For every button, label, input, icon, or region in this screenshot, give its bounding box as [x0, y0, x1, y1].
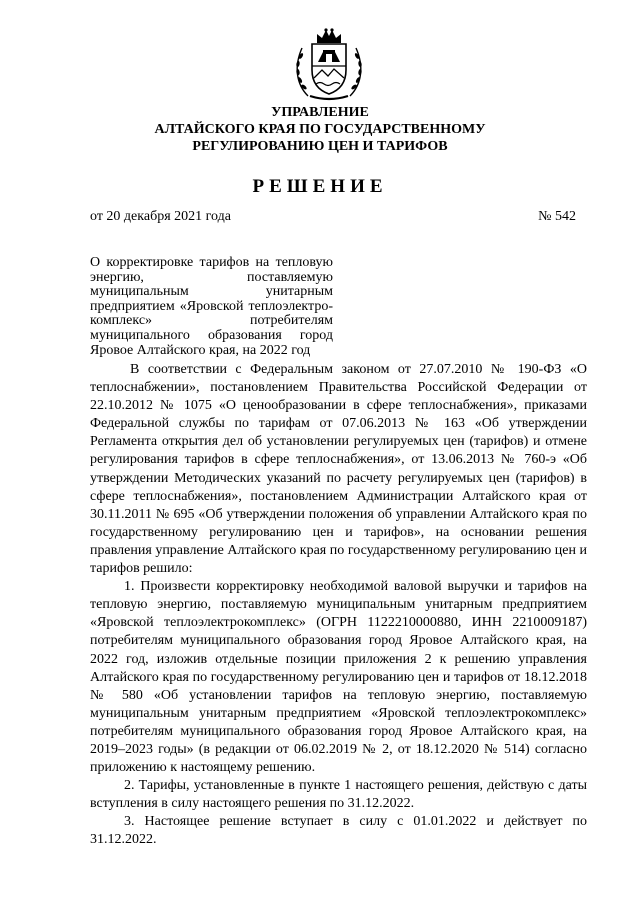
document-title: РЕШЕНИЕ: [252, 176, 388, 197]
org-name-line-3: РЕГУЛИРОВАНИЮ ЦЕН И ТАРИФОВ: [192, 139, 448, 154]
preamble-paragraph: В соответствии с Федеральным законом от 27.07.2010 № 190-ФЗ «О теплоснабжении», постановлением Правительства Российской Федерации от 22.10.2012 № 1075 «О ценообразовании в сфере теплоснабжения», приказами Федеральной службы по тарифам от 07.06.2013 № 163 «Об утверждении Регламента открытия дел об установлении регулируемых цен (тарифов) и отмене регулирования тарифов в сфере теплоснабжения», от 13.06.2013 № 760-э «Об утверждении Методических указаний по расчету регулируемых цен (тарифов) в сфере теплоснабжения», постановлением Администрации Алтайского края от 30.11.2011 № 695 «Об утверждении положения об управлении Алтайского края по государственному регулированию цен и тарифов», на основании решения правления управление Алтайского края по государственному регулированию цен и тарифов решило:: [90, 362, 587, 577]
clause-2-paragraph: 2. Тарифы, установленные в пункте 1 настоящего решения, действую с даты вступления в силу настоящего решения по 31.12.2022.: [90, 778, 587, 812]
document-number: № 542: [538, 209, 576, 224]
coat-of-arms-icon: [292, 26, 366, 102]
clause-1-paragraph: 1. Произвести корректировку необходимой валовой выручки и тарифов на тепловую энергию, поставляемую муниципальным унитарным предприятием «Яровской теплоэлектрокомплекс» (ОГРН 1122210000880, ИНН 2210009187) потребителям муниципального образования город Яровое Алтайского края, на 2022 год, изложив отдельные позиции приложения 2 к решению управления Алтайского края по государственному регулированию цен и тарифов от 18.12.2018 № 580 «Об установлении тарифов на тепловую энергию, поставляемую муниципальным унитарным предприятием «Яровской теплоэлектрокомплекс» потребителям муниципального образования город Яровое Алтайского края, на 2019–2023 годы» (в редакции от 06.02.2019 № 2, от 18.12.2020 № 514) согласно приложению к настоящему решению.: [90, 579, 587, 776]
org-name-line-2: АЛТАЙСКОГО КРАЯ ПО ГОСУДАРСТВЕННОМУ: [154, 122, 486, 137]
org-name-line-1: УПРАВЛЕНИЕ: [271, 105, 369, 120]
document-subject: О корректировке тарифов на тепловую энергию, поставляемую муниципальным унитарным предприятием «Яровской теплоэлектро-комплекс» потребителям муниципального образования город Яровое Алтайского края, на 2022 год: [90, 255, 333, 358]
clause-3-paragraph: 3. Настоящее решение вступает в силу с 01.01.2022 и действует по 31.12.2022.: [90, 814, 587, 848]
document-body: [90, 361, 587, 850]
document-date: от 20 декабря 2021 года: [90, 209, 231, 224]
